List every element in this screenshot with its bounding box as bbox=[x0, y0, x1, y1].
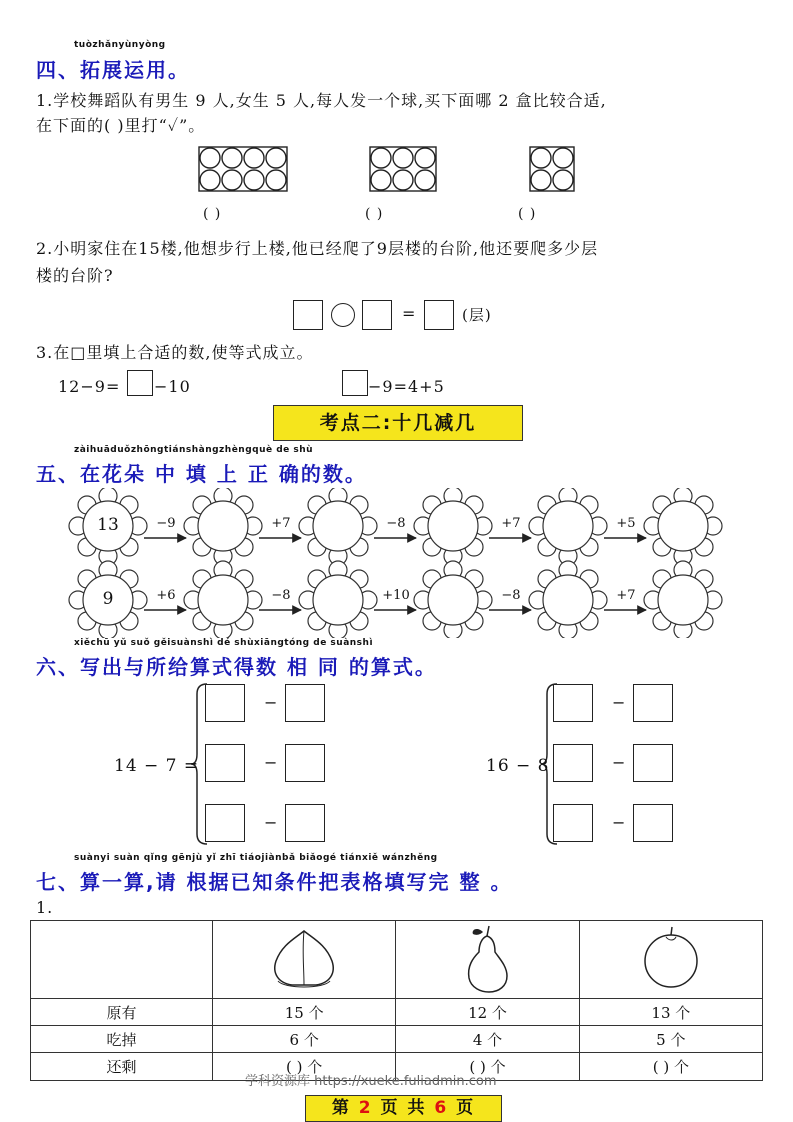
pear-icon bbox=[453, 922, 523, 994]
q3-line: 3.在□里填上合适的数,使等式成立。 bbox=[36, 343, 314, 362]
row2-start-number: 9 bbox=[102, 589, 114, 609]
row2-op-1: +6 bbox=[156, 588, 176, 603]
right-expression: 16 − 8 bbox=[486, 756, 550, 776]
left-box-3a[interactable] bbox=[205, 804, 245, 842]
left-box-1a[interactable] bbox=[205, 684, 245, 722]
right-minus-2: − bbox=[612, 753, 627, 772]
apple-icon bbox=[636, 923, 706, 993]
left-box-2b[interactable] bbox=[285, 744, 325, 782]
pear-remaining[interactable]: ( ) 个 bbox=[396, 1053, 579, 1081]
watermark: 学科资源库 https://xueke.fuliadmin.com bbox=[245, 1074, 497, 1089]
q2-box-1[interactable] bbox=[293, 300, 323, 330]
right-box-3a[interactable] bbox=[553, 804, 593, 842]
left-minus-2: − bbox=[264, 753, 279, 772]
left-minus-3: − bbox=[264, 813, 279, 832]
left-box-2a[interactable] bbox=[205, 744, 245, 782]
right-box-2b[interactable] bbox=[633, 744, 673, 782]
left-box-1b[interactable] bbox=[285, 684, 325, 722]
row-label-remaining: 还剩 bbox=[31, 1053, 213, 1081]
peach-cell bbox=[212, 921, 395, 999]
sec6-heading: 六、写出与所给算式得数 相 同 的算式。 bbox=[36, 655, 437, 679]
ball-box-6 bbox=[369, 146, 437, 192]
q3-a-box[interactable] bbox=[127, 370, 153, 396]
pear-eaten: 4 个 bbox=[396, 1026, 579, 1053]
table-row bbox=[31, 999, 763, 1026]
ball-box-8 bbox=[198, 146, 288, 192]
row-label-original: 原有 bbox=[31, 999, 213, 1026]
q3-a-right: −10 bbox=[154, 377, 191, 396]
q1-line2: 在下面的( )里打“✓”。 bbox=[36, 116, 206, 135]
left-minus-1: − bbox=[264, 693, 279, 712]
right-box-2a[interactable] bbox=[553, 744, 593, 782]
sec7-pinyin: suànyi suàn qǐng gēnjù yǐ zhī tiáojiànbǎ biǎogé tiánxiě wánzhěng bbox=[74, 853, 438, 863]
q3-a-left: 12−9= bbox=[58, 377, 121, 396]
sec4-pinyin: tuòzhǎnyùnyòng bbox=[74, 40, 166, 50]
row2-op-4: −8 bbox=[501, 588, 521, 603]
q2-box-3[interactable] bbox=[424, 300, 454, 330]
table-row bbox=[31, 1026, 763, 1053]
row1-op-3: −8 bbox=[386, 516, 406, 531]
sec4-heading: 四、拓展运用。 bbox=[36, 58, 190, 82]
ball-box-4 bbox=[529, 146, 575, 192]
right-minus-1: − bbox=[612, 693, 627, 712]
right-box-3b[interactable] bbox=[633, 804, 673, 842]
row2-op-5: +7 bbox=[616, 588, 636, 603]
q2-equals: = bbox=[402, 304, 417, 323]
row1-op-5: +5 bbox=[616, 516, 636, 531]
q2-line2: 楼的台阶? bbox=[36, 266, 114, 285]
apple-eaten: 5 个 bbox=[579, 1026, 762, 1053]
keypoint-banner: 考点二:十几减几 bbox=[273, 405, 523, 441]
row2-op-2: −8 bbox=[271, 588, 291, 603]
peach-icon bbox=[264, 923, 344, 993]
answer-paren-3[interactable]: ( ) bbox=[518, 206, 537, 222]
answer-paren-2[interactable]: ( ) bbox=[365, 206, 384, 222]
left-expression: 14 − 7 = bbox=[114, 756, 200, 776]
sec7-q1-number: 1. bbox=[36, 898, 54, 917]
footer-current-page: 2 bbox=[358, 1098, 373, 1118]
q3-b-box[interactable] bbox=[342, 370, 368, 396]
answer-paren-1[interactable]: ( ) bbox=[203, 206, 222, 222]
footer-prefix: 第 bbox=[331, 1098, 351, 1118]
q2-operator-circle[interactable] bbox=[331, 303, 355, 327]
peach-original: 15 个 bbox=[212, 999, 395, 1026]
q2-box-2[interactable] bbox=[362, 300, 392, 330]
peach-remaining[interactable]: ( ) 个 bbox=[212, 1053, 395, 1081]
left-box-3b[interactable] bbox=[285, 804, 325, 842]
sec7-heading: 七、算一算,请 根据已知条件把表格填写完 整 。 bbox=[36, 870, 513, 894]
q1-line1: 1.学校舞蹈队有男生 9 人,女生 5 人,每人发一个球,买下面哪 2 盒比较合适, bbox=[36, 91, 607, 110]
peach-eaten: 6 个 bbox=[212, 1026, 395, 1053]
page-footer bbox=[305, 1095, 502, 1122]
right-box-1a[interactable] bbox=[553, 684, 593, 722]
table-header-empty bbox=[31, 921, 213, 999]
q3-b-right: −9=4+5 bbox=[368, 377, 445, 396]
row1-op-1: −9 bbox=[156, 516, 176, 531]
row1-op-2: +7 bbox=[271, 516, 291, 531]
row1-op-4: +7 bbox=[501, 516, 521, 531]
sec5-pinyin: zàihuāduǒzhōngtiánshàngzhèngquè de shù bbox=[74, 445, 314, 455]
footer-middle: 页 共 bbox=[380, 1098, 427, 1118]
table-row-images bbox=[31, 921, 763, 999]
sec6-pinyin: xiěchū yǔ suǒ gěisuànshì dé shùxiāngtóng de suànshì bbox=[74, 638, 374, 648]
row2-op-3: +10 bbox=[382, 588, 410, 603]
right-box-1b[interactable] bbox=[633, 684, 673, 722]
pear-original: 12 个 bbox=[396, 999, 579, 1026]
apple-original: 13 个 bbox=[579, 999, 762, 1026]
right-minus-3: − bbox=[612, 813, 627, 832]
fruit-table bbox=[30, 920, 763, 1081]
apple-cell bbox=[579, 921, 762, 999]
q2-unit: (层) bbox=[462, 306, 492, 324]
apple-remaining[interactable]: ( ) 个 bbox=[579, 1053, 762, 1081]
flower-chains bbox=[60, 488, 740, 638]
footer-total-pages: 6 bbox=[434, 1098, 449, 1118]
q2-line1: 2.小明家住在15楼,他想步行上楼,他已经爬了9层楼的台阶,他还要爬多少层 bbox=[36, 239, 599, 258]
row-label-eaten: 吃掉 bbox=[31, 1026, 213, 1053]
pear-cell bbox=[396, 921, 579, 999]
row1-start-number: 13 bbox=[97, 515, 119, 535]
sec5-heading: 五、在花朵 中 填 上 正 确的数。 bbox=[36, 462, 367, 486]
footer-suffix: 页 bbox=[456, 1098, 476, 1118]
